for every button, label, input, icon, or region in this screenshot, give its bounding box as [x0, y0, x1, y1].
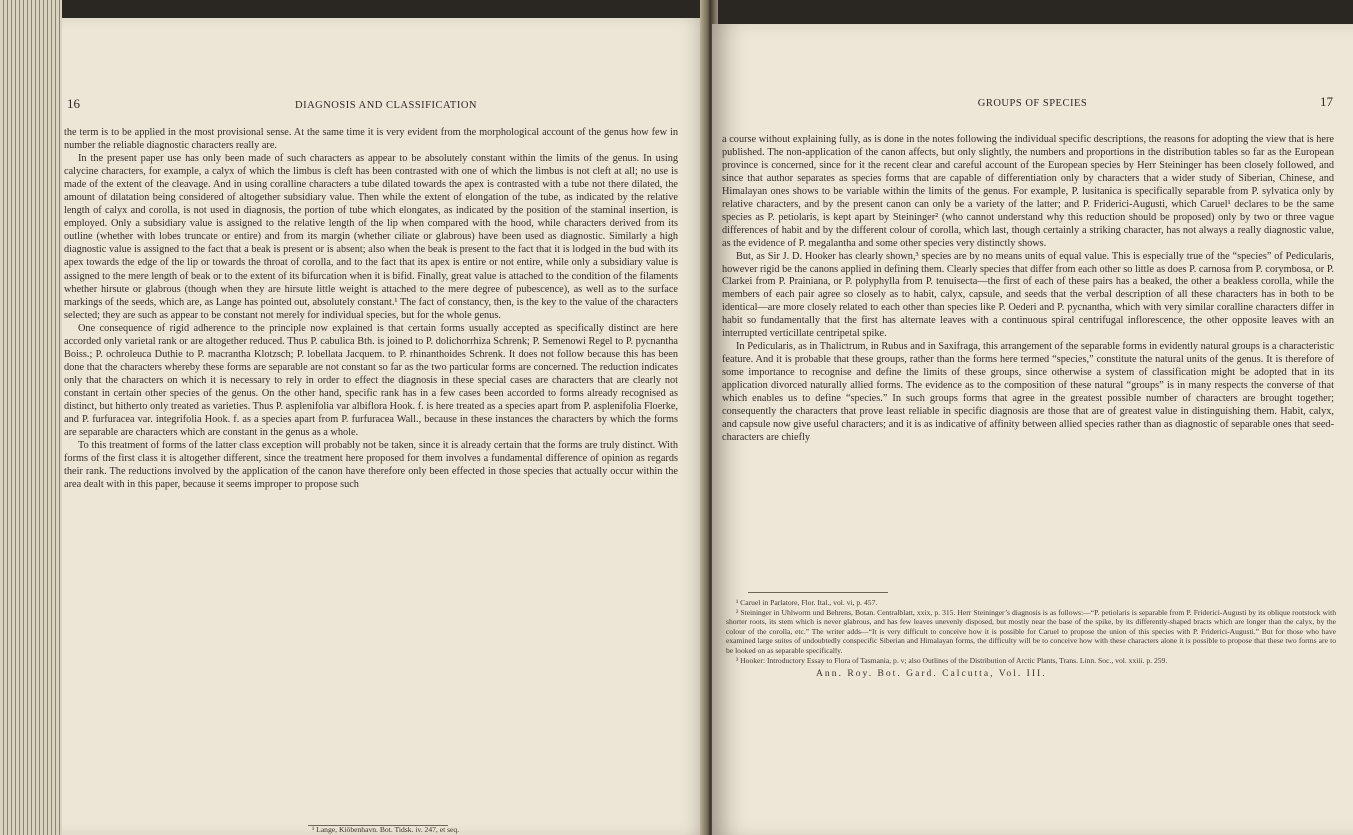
- page-number: 17: [1320, 94, 1333, 109]
- paragraph: One consequence of rigid adherence to the principle now explained is that certain forms usually accepted as specifically distinct are here accorded only varietal rank or are altogether reduced. Thus P. cabulica Bth. is joined to P. dolichorrhiza Schrenk; P. Semenowi Regel to P. pycnantha Boiss.; P. ochroleuca Duthie to P. macrantha Klotzsch; P. lobellata Jacquem. to P. rhinanthoides Schrenk. It does not follow because this has been done that the characters whereby these forms are separable are not constant so far as the two particular forms are concerned. The reduction indicates only that the characters on which it is necessary to rely in order to effect the diagnosis in these special cases are characters that are clearly not constant in certain other species of the genus. On the other hand, specific rank has in a few cases been accorded to forms already recognised as distinct, but hitherto only treated as varieties. Thus P. asplenifolia var albiflora Hook. f. is here treated as a species apart from P. asplenifolia Floerke, and P. furfuracea var. integrifolia Hook. f. as a species apart from P. furfuracea Wall., because in these instances the characters by which the forms are separable are characters which are constant in the genus as a whole.: [64, 322, 678, 439]
- paragraph: To this treatment of forms of the latter class exception will probably not be taken, since it is already certain that the forms are truly distinct. With forms of the first class it is altogether different, since the treatment here proposed for them involves a fundamental difference of opinion as regards their rank. The reductions involved by the application of the canon have therefore only been effected in those species that actually occur within the area dealt with in this paper, because it seems improper to propose such: [64, 440, 678, 491]
- paragraph: In the present paper use has only been made of such characters as appear to be absolutely constant within the limits of the genus. In using calycine characters, for example, a calyx of which the limbus is cleft has been contrasted with one of which the limbus is not cleft at all; no use is made of the extent of the cleavage. And in using coralline characters a tube dilated towards the apex is contrasted with a tube not there dilated, the amount of dilatation being considered of altogether subsidiary value. Then while the extent of elongation of the tube, as indicated by the relative length of calyx and corolla, is not used in diagnosis, the portion of tube which elongates, as indicated by the position of the staminal insertion, is employed. Only a subsidiary value is assigned to the relative length of the lip when compared with the hood, while characters derived from its outline (whether with lobes truncate or entire) and from its margin (whether ciliate or glabrous) have been used as diagnostic. Similarly a high diagnostic value is assigned to the fact that a beak is present or is absent; also when the beak is present to the fact that it is lodged in the bud with its apex towards the edge of the lip or towards the throat of corolla, and to the fact that its apex is entire or not entire, while only a subsidiary value is assigned to the mere length of beak or to the extent of its bifurcation when it is bifid. Finally, great value is attached to the condition of the filaments whether hirsute or glabrous (though when they are hirsute little weight is attached to the mere degree of pubescence), as well as to the surface markings of the seeds, which are, as Lange has pointed out, absolutely constant.¹ The fact of constancy, then, is the key to the value of the characters selected; they are such as appear to be constant not merely for individual species, but for the whole genus.: [64, 153, 678, 321]
- footnote: ¹ Caruel in Parlatore, Flor. Ital., vol. vi, p. 457.: [736, 598, 878, 607]
- paragraph: the term is to be applied in the most provisional sense. At the same time it is very evident from the morphological account of the genus how few in number the reliable diagnostic characters really are.: [64, 127, 678, 152]
- right-page: [712, 24, 1353, 835]
- footnote: ² Steininger in Uhlworm und Behrens, Botan. Centralblatt, xxix, p. 315. Herr Steininger’s diagnosis is as follows:—“P. petiolaris is separable from P. Friderici-Augusti by its oblique rootstock with shorter roots, its stem which is never glabrous, and has few leaves unevenly disposed, but mostly near the base of the spike, by its differently-shaped bracts which are longer than the calyx, by the colour of the corolla, etc.” The writer adds—“It is very difficult to conceive how it is possible for Caruel to propose the union of this species with P. Friderici-Augusti.” But for those who have examined large suites of undoubtedly conspecific Siberian and Himalayan forms, the difficulty will be to conceive how with these characters alone it is possible to propose that these two forms are to be looked on as separable specifically.: [726, 607, 1336, 655]
- footnote: ³ Hooker: Introductory Essay to Flora of Tasmania, p. v; also Outlines of the Distribution of Arctic Plants, Trans. Linn. Soc., vol. xxiii. p. 259.: [736, 655, 1168, 665]
- body-text: [64, 126, 678, 491]
- left-page: [62, 18, 710, 835]
- body-text: [722, 134, 1334, 445]
- paragraph: But, as Sir J. D. Hooker has clearly shown,³ species are by no means units of equal value. This is especially true of the “species” of Pedicularis, however rigid be the canons applied in defining them. Clearly species that differ from each other so little as does P. carnosa from P. corymbosa, or P. Clarkei from P. Prainiana, or P. polyphylla from P. tenuisecta—the first of each of these pairs has a beaked, the other a beakless corolla, while the members of each pair agree so closely as to habit, calyx, capsule, and seeds that the verbal description of all these characters has in both to be identical—are more closely related to each other than species like P. Oederi and P. pycnantha, which with very similar coralline characters differ in habit so fundamentally that the first has alternate leaves with a continuous spiral centrifugal inflorescence, the other opposite leaves with an interrupted verticillate centripetal spike.: [722, 250, 1334, 340]
- footnote: ¹ Lange, Kiöbenhavn. Bot. Tidsk. iv. 247, et seq.: [312, 825, 460, 834]
- footnotes: [302, 825, 632, 835]
- paragraph: In Pedicularis, as in Thalictrum, in Rubus and in Saxifraga, this arrangement of the separable forms in evidently natural groups is a characteristic feature. And it is probable that these groups, rather than the forms here termed “species,” constitute the natural units of the genus. It is therefore of some importance to recognise and define the limits of these groups, since otherwise a system of classification might be adopted that in its application divorced naturally allied forms. The evidence as to the composition of these natural “groups” is in many respects the converse of that which enables us to define “species.” In such groups forms that agree in the greatest possible number of characters are brought together; consequently the characters that prove least reliable in specific diagnosis are those that are of greatest value in distinguishing them. Habit, calyx, and capsule now give useful characters; and it is as indicative of affinity between allied species rather than as diagnostic of separable ones that seed-characters are chiefly: [722, 341, 1334, 443]
- running-head: GROUPS OF SPECIES: [977, 98, 1088, 109]
- page-number: 16: [67, 96, 80, 111]
- signature-mark: Ann. Roy. Bot. Gard. Calcutta, Vol. III.: [816, 668, 1047, 679]
- footnote-rule: [748, 592, 888, 593]
- running-head: DIAGNOSIS AND CLASSIFICATION: [294, 100, 477, 111]
- book-page-edges: [0, 0, 62, 835]
- paragraph: a course without explaining fully, as is done in the notes following the individual specific descriptions, the reasons for adopting the view that is here published. The non-application of the canon affects, but only slightly, the numbers and proportions in the distribution tables so far as the European province is concerned, since for it the recent clear and careful account of the European species by Herr Steininger has been closely followed, and since that author separates as species forms that are capable of differentiation only by characters that a wider study of Siberian, Chinese, and Himalayan ones shows to be variable within the limits of the genus. For example, P. lusitanica is specifically separable from P. sylvatica only by relative characters, and by the present canon can only be a variety of the latter; and P. Friderici-Augusti, which Caruel¹ declares to be the same species as P. petiolaris, is kept apart by Steininger² (who cannot understand why this reduction should be proposed) only by two or three vague differences of habit and by the different colour of corolla, which last, though certainly a striking character, has not always a really diagnostic value, as the evidence of P. megalantha and some other species very distinctly shows.: [722, 134, 1334, 249]
- footnotes: [726, 598, 1336, 665]
